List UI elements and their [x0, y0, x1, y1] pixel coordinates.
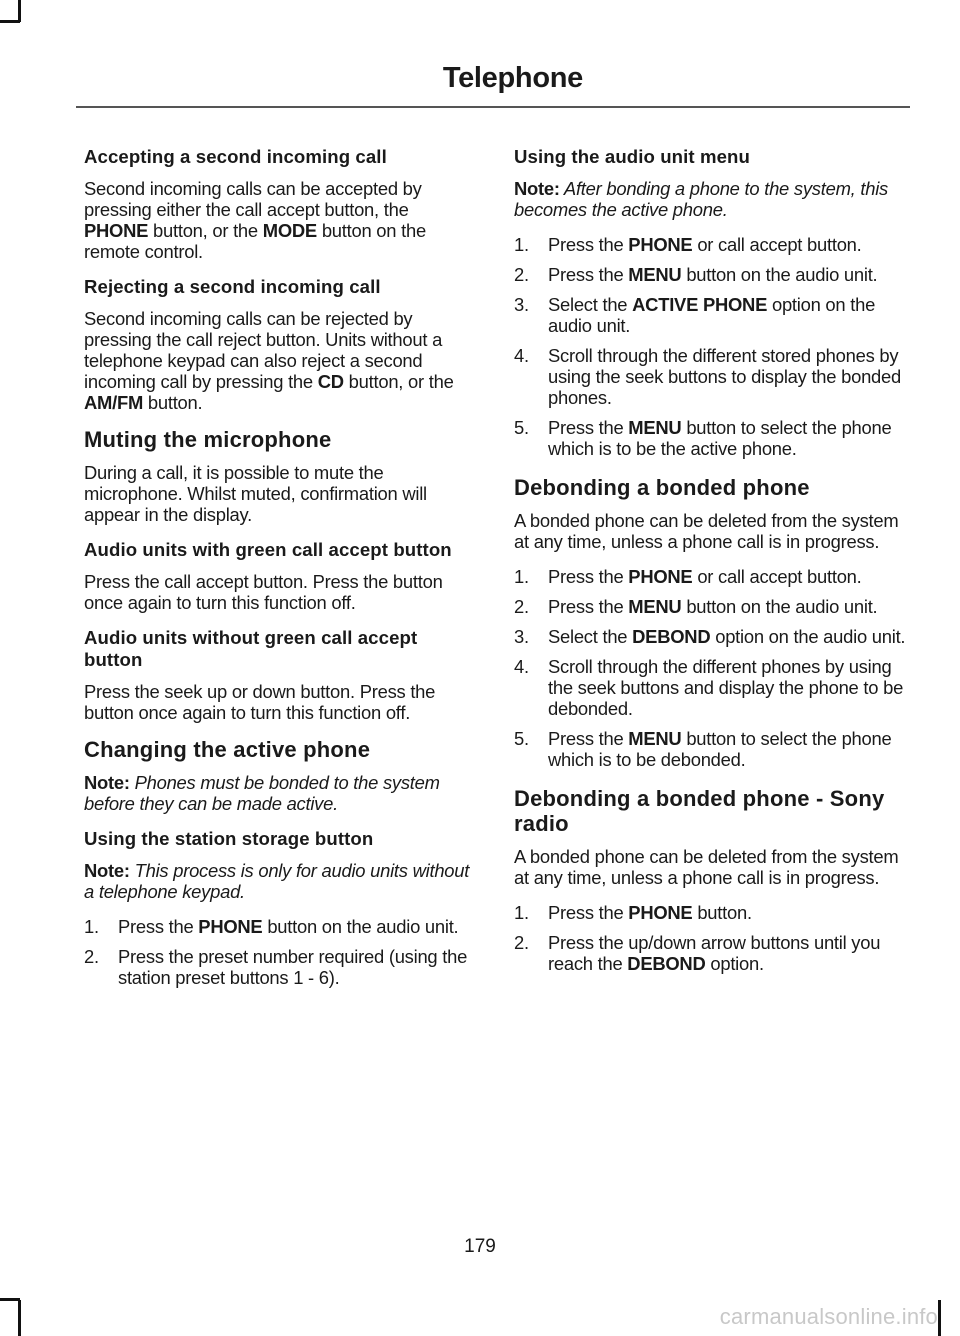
keyword: PHONE: [84, 220, 149, 241]
step-number: 5.: [514, 728, 529, 749]
text: Select the: [548, 626, 633, 647]
paragraph: [84, 308, 476, 413]
list-item: [84, 946, 476, 988]
step-number: 2.: [514, 596, 529, 617]
text: Press the: [548, 234, 629, 255]
step-number: 4.: [514, 656, 529, 677]
step-number: 2.: [514, 264, 529, 285]
list-item: [514, 626, 908, 647]
keyword: DEBOND: [627, 953, 706, 974]
text: Press the: [548, 417, 629, 438]
keyword: CD: [317, 371, 344, 392]
keyword: PHONE: [628, 902, 693, 923]
text: Scroll through the different stored phones by using the seek buttons to display the bonded phones.: [548, 345, 901, 408]
keyword: MENU: [628, 417, 682, 438]
step-list: [514, 566, 908, 770]
section-heading: Using the station storage button: [84, 828, 374, 849]
paragraph: During a call, it is possible to mute the microphone. Whilst muted, confirmation will appear in the display.: [84, 462, 427, 525]
keyword: MENU: [628, 596, 682, 617]
list-item: [514, 902, 908, 923]
paragraph: [84, 178, 476, 262]
text: button on the remote control.: [84, 220, 426, 262]
list-item: [514, 264, 908, 285]
crop-mark-bottom-left-h: [0, 1298, 20, 1301]
text: or call accept button.: [692, 566, 862, 587]
step-number: 3.: [514, 294, 529, 315]
section-heading: Debonding a bonded phone: [514, 475, 810, 500]
step-number: 1.: [514, 566, 529, 587]
note-label: Note:: [84, 772, 130, 793]
keyword: PHONE: [628, 234, 693, 255]
note-label: Note:: [514, 178, 560, 199]
note-text: Phones must be bonded to the system before they can be made active.: [84, 772, 440, 814]
text: Press the: [548, 566, 629, 587]
text: Select the: [548, 294, 633, 315]
list-item: [514, 234, 908, 255]
list-item: [514, 294, 908, 336]
step-list: [514, 234, 908, 459]
step-list: [84, 916, 476, 988]
keyword: DEBOND: [632, 626, 711, 647]
section-heading: Using the audio unit menu: [514, 146, 750, 167]
crop-mark-bottom-right-v: [938, 1300, 941, 1336]
text: button to select the phone which is to be the active phone.: [548, 417, 892, 459]
text: Press the: [548, 902, 629, 923]
text: Press the: [118, 916, 199, 937]
section-heading: Audio units without green call accept button: [84, 627, 418, 670]
note: [84, 772, 476, 814]
note-text: After bonding a phone to the system, this becomes the active phone.: [514, 178, 888, 220]
step-number: 1.: [514, 902, 529, 923]
step-number: 5.: [514, 417, 529, 438]
section-heading: Rejecting a second incoming call: [84, 276, 381, 297]
paragraph: Press the call accept button. Press the button once again to turn this function off.: [84, 571, 443, 613]
list-item: [514, 417, 908, 459]
section-heading: Muting the microphone: [84, 427, 332, 452]
text: button, or the: [148, 220, 263, 241]
list-item: [514, 728, 908, 770]
text: Second incoming calls can be rejected by pressing the call reject button. Units without a telephone keypad can also reject a second incoming call by pressing the: [84, 308, 443, 392]
text: button.: [143, 392, 203, 413]
text: Press the preset number required (using the station preset buttons 1 - 6).: [118, 946, 468, 988]
text: option.: [705, 953, 764, 974]
list-item: [514, 656, 908, 719]
text: button on the audio unit.: [262, 916, 459, 937]
crop-mark-top-left-v: [18, 0, 21, 22]
text: button on the audio unit.: [681, 596, 878, 617]
section-heading: Audio units with green call accept button: [84, 539, 452, 560]
section-heading: Accepting a second incoming call: [84, 146, 387, 167]
paragraph: Press the seek up or down button. Press the button once again to turn this function off.: [84, 681, 436, 723]
text: Scroll through the different phones by using the seek buttons and display the phone to be debonded.: [548, 656, 904, 719]
step-number: 1.: [84, 916, 99, 937]
text: option on the audio unit.: [710, 626, 906, 647]
text: button on the audio unit.: [681, 264, 878, 285]
list-item: [84, 916, 476, 937]
step-number: 2.: [84, 946, 99, 967]
left-column: [84, 146, 476, 1004]
crop-mark-top-left-h: [0, 20, 20, 23]
note-text: This process is only for audio units without a telephone keypad.: [84, 860, 470, 902]
note-label: Note:: [84, 860, 130, 881]
text: button to select the phone which is to be debonded.: [548, 728, 892, 770]
keyword: PHONE: [198, 916, 263, 937]
step-number: 1.: [514, 234, 529, 255]
step-number: 3.: [514, 626, 529, 647]
keyword: AM/FM: [84, 392, 144, 413]
keyword: ACTIVE PHONE: [632, 294, 768, 315]
list-item: [514, 932, 908, 974]
keyword: MENU: [628, 728, 682, 749]
right-column: [514, 146, 908, 990]
paragraph: A bonded phone can be deleted from the system at any time, unless a phone call is in progress.: [514, 846, 899, 888]
section-heading: Debonding a bonded phone - Sony radio: [514, 786, 885, 836]
text: Press the: [548, 264, 629, 285]
page-number: 179: [464, 1236, 496, 1257]
text: Press the: [548, 596, 629, 617]
text: button, or the: [343, 371, 454, 392]
note: [514, 178, 908, 220]
keyword: PHONE: [628, 566, 693, 587]
text: or call accept button.: [692, 234, 862, 255]
text: Second incoming calls can be accepted by pressing either the call accept button, the: [84, 178, 422, 220]
text: button.: [692, 902, 752, 923]
step-number: 2.: [514, 932, 529, 953]
step-list: [514, 902, 908, 974]
note: [84, 860, 476, 902]
paragraph: A bonded phone can be deleted from the system at any time, unless a phone call is in progress.: [514, 510, 899, 552]
crop-mark-bottom-left-v: [18, 1300, 21, 1336]
text: option on the audio unit.: [548, 294, 876, 336]
watermark: carmanualsonline.info: [719, 1304, 938, 1329]
header-rule: [76, 106, 910, 108]
list-item: [514, 566, 908, 587]
section-heading: Changing the active phone: [84, 737, 371, 762]
keyword: MODE: [262, 220, 317, 241]
list-item: [514, 596, 908, 617]
text: Press the: [548, 728, 629, 749]
list-item: [514, 345, 908, 408]
step-number: 4.: [514, 345, 529, 366]
page-title: Telephone: [442, 62, 583, 94]
text: Press the up/down arrow buttons until you reach the: [548, 932, 881, 974]
keyword: MENU: [628, 264, 682, 285]
